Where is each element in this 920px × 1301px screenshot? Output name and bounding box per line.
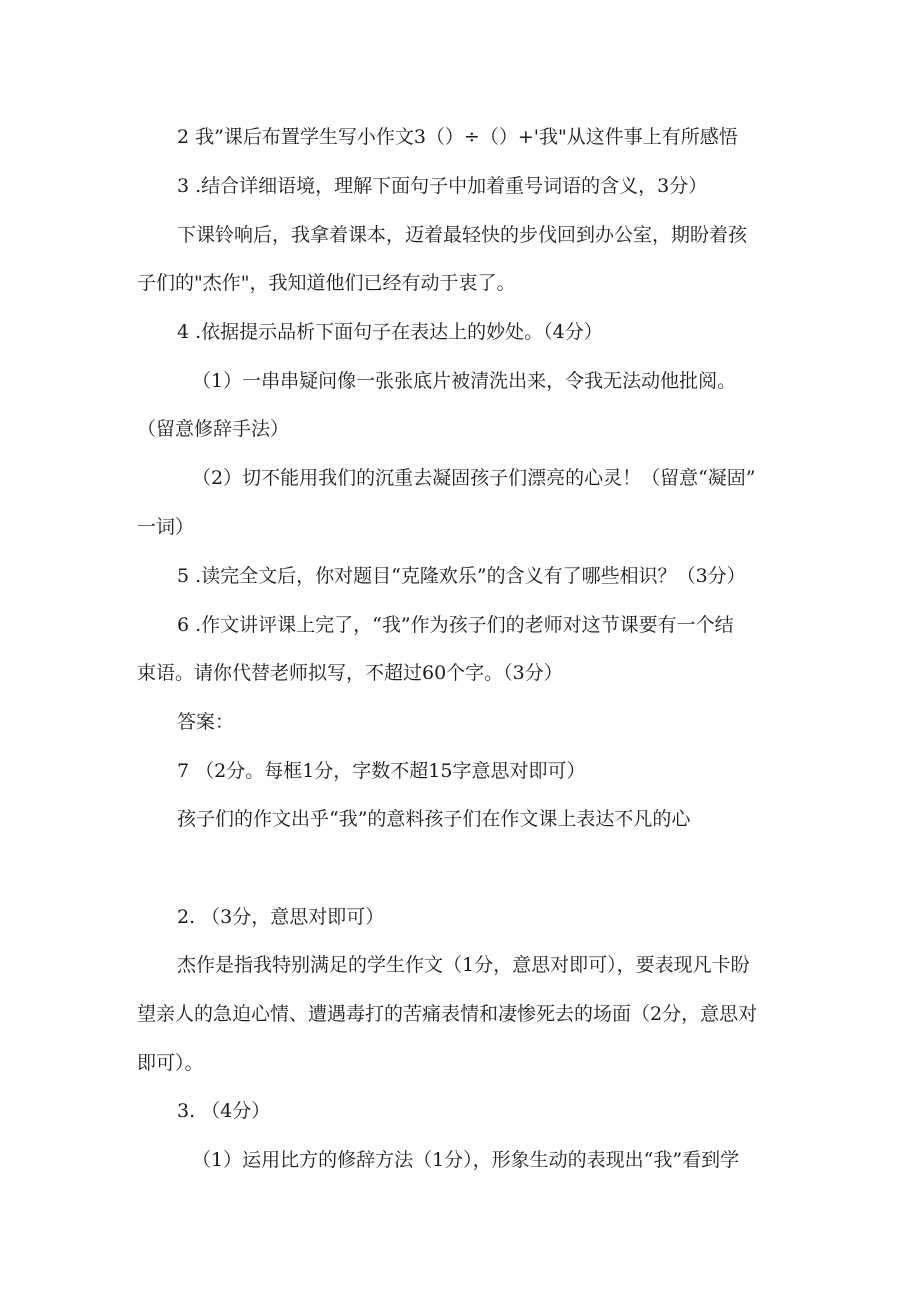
text-line: （2）切不能用我们的沉重去凝固孩子们漂亮的心灵！（留意“凝固” (192, 467, 756, 489)
text-line: 束语。请你代替老师拟写，不超过60个字。（3分） (137, 662, 563, 684)
text-line: 一词） (137, 516, 195, 538)
text-line: （1）一串串疑问像一张张底片被清洗出来，令我无法动他批阅。 (192, 370, 737, 392)
answer-heading: 答案： (177, 711, 235, 733)
question-6: 6 .作文讲评课上完了，“我”作为孩子们的老师对这节课要有一个结 (177, 614, 734, 636)
text-line: （留意修辞手法） (137, 418, 290, 440)
text-line: 下课铃响后，我拿着课本，迈着最轻快的步伐回到办公室，期盼着孩 (177, 224, 748, 246)
text-line: 杰作是指我特别满足的学生作文（1分，意思对即可），要表现凡卡盼 (177, 954, 750, 976)
question-5: 5 .读完全文后，你对题目“克隆欢乐”的含义有了哪些相识？（3分） (177, 565, 746, 587)
text-line: 子们的"杰作"，我知道他们已经有动于衷了。 (137, 272, 516, 294)
answer-2: 2. （3分，意思对即可） (177, 906, 385, 928)
text-line: 2 我”课后布置学生写小作文3（）÷（）+'我"从这件事上有所感悟 (177, 126, 738, 148)
answer-3: 3. （4分） (177, 1100, 271, 1122)
text-line: 即可）。 (137, 1052, 204, 1074)
text-line: 望亲人的急迫心情、遭遇毒打的苦痛表情和凄惨死去的场面（2分，意思对 (137, 1003, 758, 1025)
answer-1: 7 （2分。每框1分，字数不超15字意思对即可） (177, 760, 586, 782)
question-4: 4 .依据提示品析下面句子在表达上的妙处。（4分） (177, 321, 603, 343)
text-line: （1）运用比方的修辞方法（1分），形象生动的表现出“我”看到学 (192, 1149, 740, 1171)
question-3: 3 .结合详细语境，理解下面句子中加着重号词语的含义，3分） (177, 175, 708, 197)
text-line: 孩子们的作文出乎“我”的意料孩子们在作文课上表达不凡的心 (177, 808, 691, 830)
